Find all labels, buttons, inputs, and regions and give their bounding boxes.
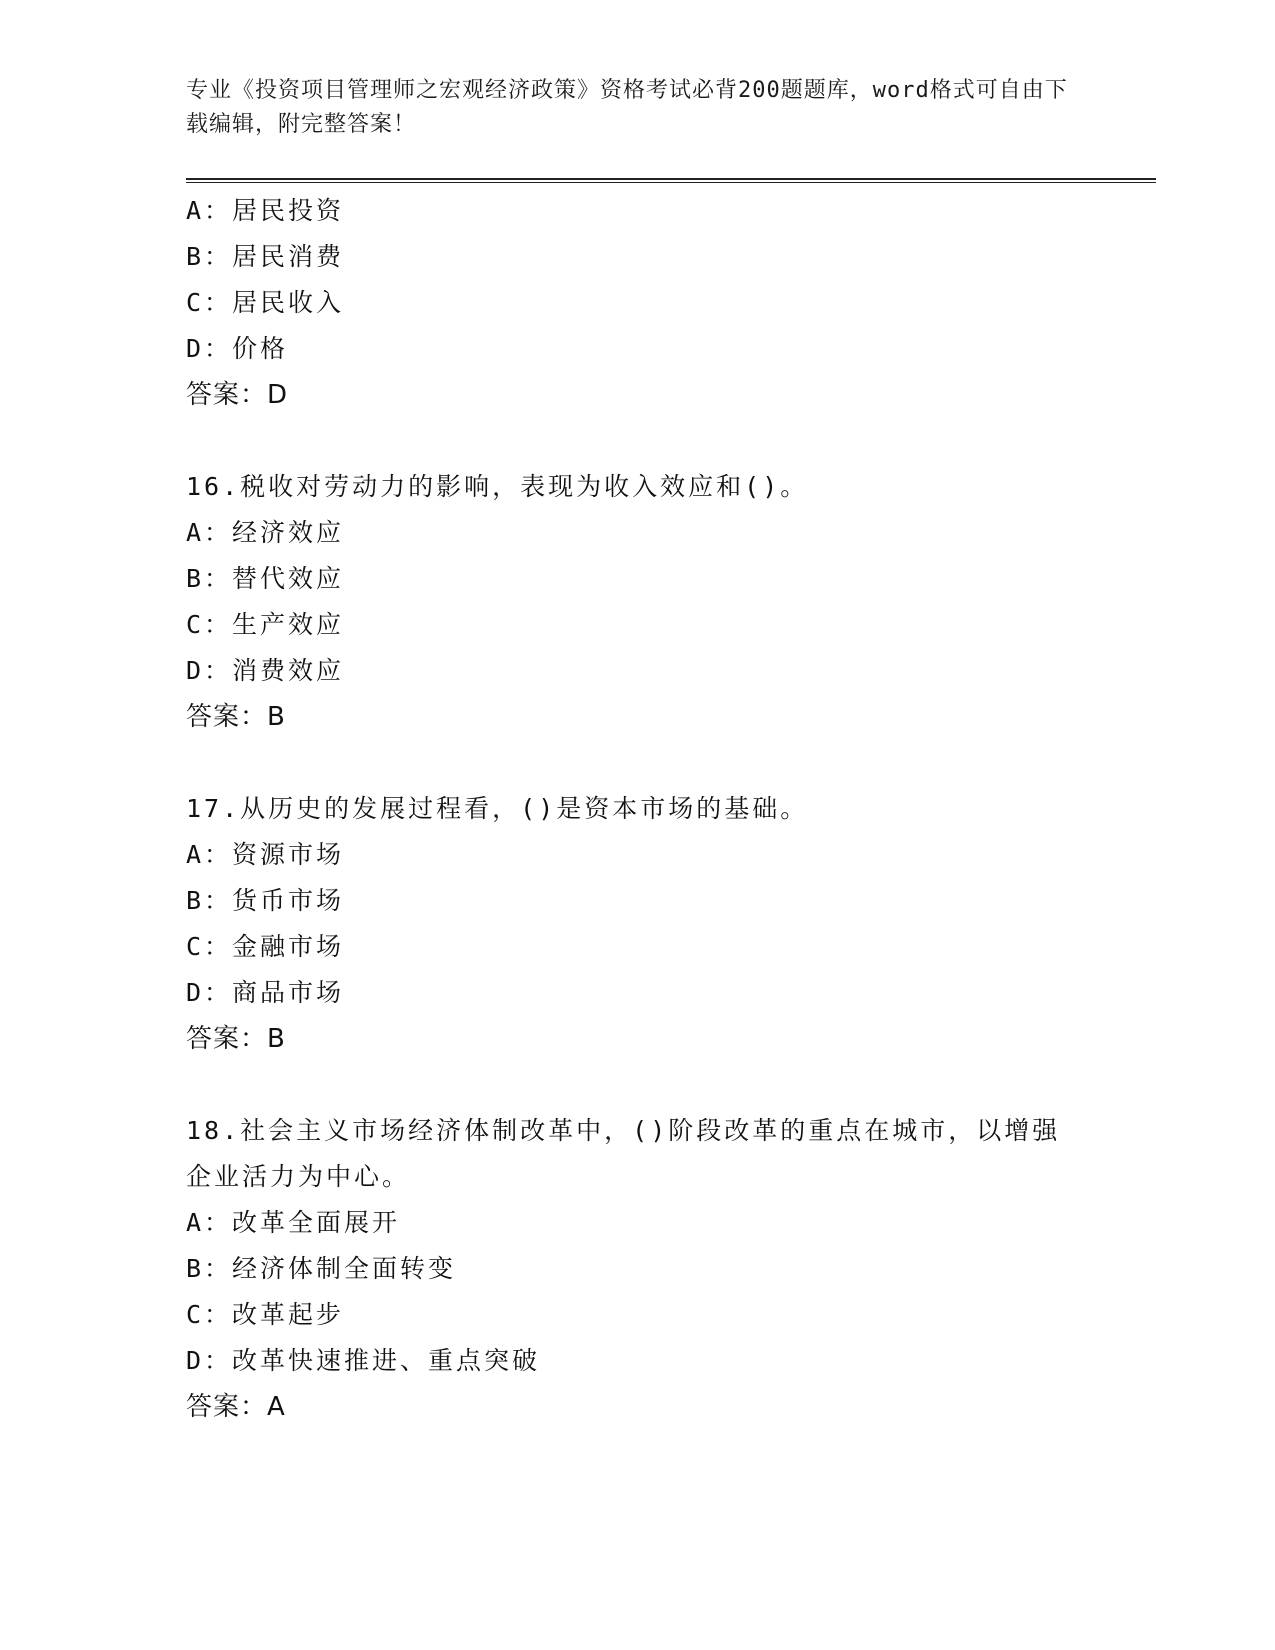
option-b: B：替代效应 <box>186 564 345 593</box>
option-b: B：居民消费 <box>186 242 345 271</box>
question-text: 16.税收对劳动力的影响，表现为收入效应和()。 <box>186 472 809 501</box>
option-a: A：资源市场 <box>186 840 345 869</box>
question-block-17 <box>186 786 1156 1062</box>
option-c: C：改革起步 <box>186 1300 345 1329</box>
header-divider <box>186 178 1156 183</box>
option-d: D：消费效应 <box>186 656 345 685</box>
option-b: B：货币市场 <box>186 886 345 915</box>
option-d: D：改革快速推进、重点突破 <box>186 1346 541 1375</box>
option-a: A：居民投资 <box>186 196 345 225</box>
question-list <box>186 188 1156 1430</box>
answer-line: 答案：B <box>186 1024 286 1054</box>
option-a: A：经济效应 <box>186 518 345 547</box>
question-block-16 <box>186 464 1156 740</box>
page-body <box>186 0 1156 1650</box>
option-c: C：生产效应 <box>186 610 345 639</box>
answer-line: 答案：D <box>186 380 289 410</box>
answer-line: 答案：A <box>186 1392 286 1422</box>
document-header: 专业《投资项目管理师之宏观经济政策》资格考试必背200题题库，word格式可自由下载编辑，附完整答案！ <box>186 78 1068 137</box>
question-block-15 <box>186 188 1156 418</box>
option-c: C：金融市场 <box>186 932 345 961</box>
option-c: C：居民收入 <box>186 288 345 317</box>
option-d: D：商品市场 <box>186 978 345 1007</box>
answer-line: 答案：B <box>186 702 286 732</box>
option-d: D：价格 <box>186 334 289 363</box>
question-block-18 <box>186 1108 1156 1430</box>
option-a: A：改革全面展开 <box>186 1208 401 1237</box>
option-b: B：经济体制全面转变 <box>186 1254 457 1283</box>
question-text: 18.社会主义市场经济体制改革中，()阶段改革的重点在城市，以增强企业活力为中心。 <box>186 1116 1061 1191</box>
question-text: 17.从历史的发展过程看，()是资本市场的基础。 <box>186 794 809 823</box>
